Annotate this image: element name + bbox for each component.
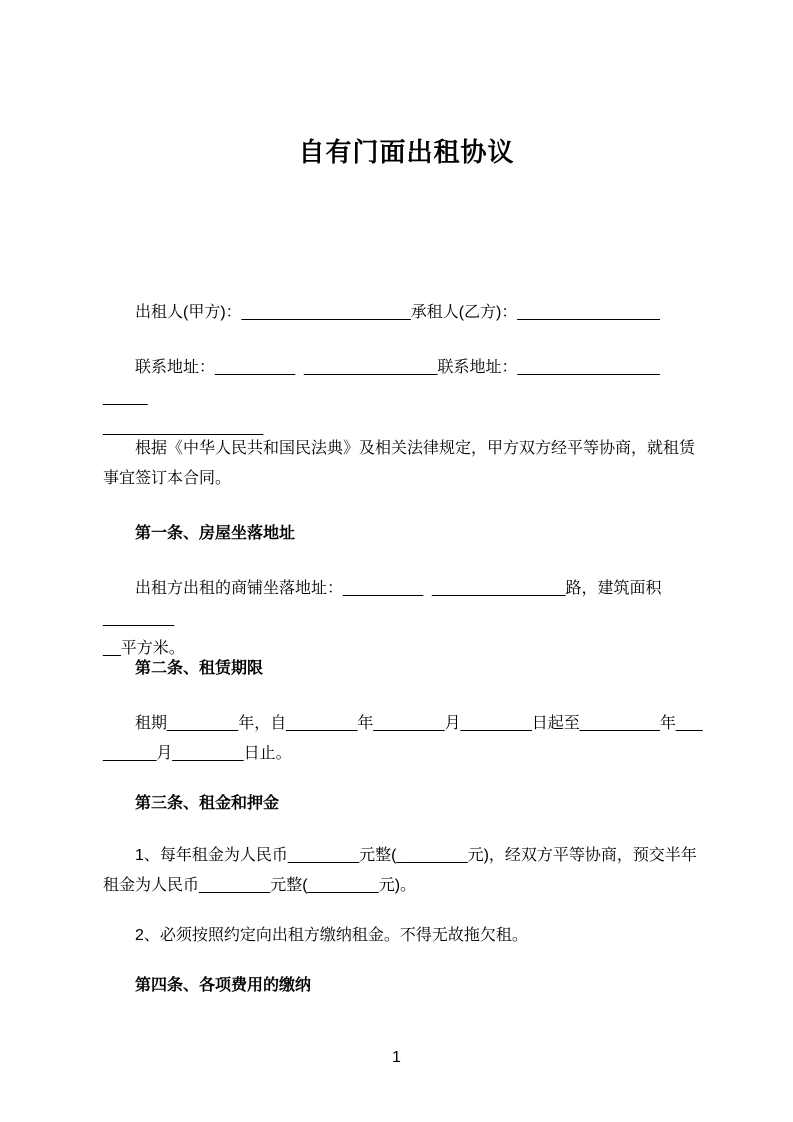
parties-blank-line: 出租人(甲方)：___________________承租人(乙方)：________________ bbox=[135, 304, 660, 321]
document-title: 自有门面出租协议 bbox=[298, 137, 515, 167]
contact-address-blank-line: 联系地址：_________ _______________联系地址：________________ _____ __________________ bbox=[103, 359, 660, 436]
section-3-paragraph-1: 1、每年租金为人民币________元整(________元)，经双方平等协商，预交半年 租金为人民币________元整(________元)。 bbox=[103, 847, 697, 894]
section-2-paragraph: 租期________年，自________年________月________日起至_________年___ ______月________日止。 bbox=[103, 715, 703, 762]
section-1-heading: 第一条、房屋坐落地址 bbox=[135, 525, 296, 542]
section-2-heading: 第二条、租赁期限 bbox=[135, 660, 264, 677]
section-1-paragraph: 出租方出租的商铺坐落地址：_________ _______________路，建筑面积________ __平方米。 bbox=[103, 580, 662, 657]
preamble-paragraph: 根据《中华人民共和国民法典》及相关法律规定，甲方双方经平等协商，就租赁 事宜签订本合同。 bbox=[103, 440, 696, 487]
page-number: 1 bbox=[392, 1049, 401, 1066]
section-3-heading: 第三条、租金和押金 bbox=[135, 795, 280, 812]
section-4-heading: 第四条、各项费用的缴纳 bbox=[135, 977, 312, 994]
section-3-paragraph-2: 2、必须按照约定向出租方缴纳租金。不得无故拖欠租。 bbox=[135, 927, 528, 944]
